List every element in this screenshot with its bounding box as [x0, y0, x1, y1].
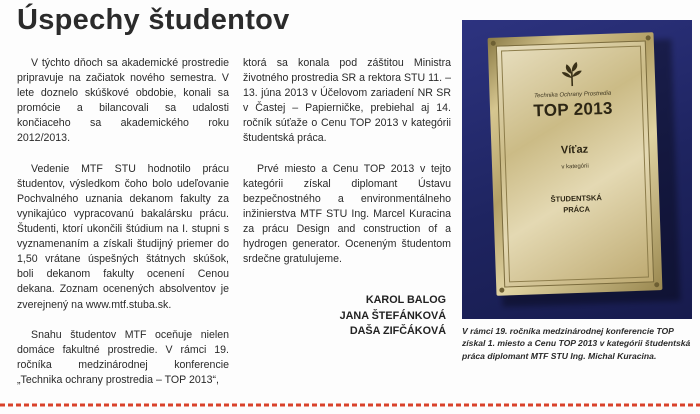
plaque-event: TOP 2013 — [533, 98, 614, 121]
plaque-organization: Technika Ochrany Prostredia — [533, 90, 612, 100]
plaque-category: ŠTUDENTSKÁ — [550, 193, 602, 204]
paragraph: V týchto dňoch sa akademické prostredie pripravuje na začiatok nového semestra. V lete doznelo skúškové obdobie, konali sa promócie a bilancovali sa udalosti končiaceho sa akademického roku 2012/2013. — [17, 57, 229, 145]
plaque-face — [496, 40, 654, 287]
plaque-category: PRÁCA — [563, 204, 591, 215]
paragraph: Prvé miesto a Cenu TOP 2013 v tejto kategórii získal diplomant Ústavu bezpečnostného a environmentálneho inžinierstva MTF STU Ing. Marcel Kuracina za prácu Design and construction of a hydrogen generator. Oceneným študentom srdečne gratulujeme. — [243, 162, 451, 266]
author-name: DAŠA ZIFČÁKOVÁ — [349, 325, 446, 337]
paragraph: ktorá sa konala pod záštitou Ministra životného prostredia SR a rektora STU 11. – 13. júna 2013 v Účelovom zariadení NR SR v Častej – Papierničke, prebiehal aj 14. ročník súťaže o Cenu TOP 2013 v kategórii študentská práca. — [243, 57, 451, 145]
plaque-category-label: v kategórii — [561, 163, 589, 171]
screw-icon — [654, 282, 659, 287]
screw-icon — [646, 35, 651, 40]
article-column-2 — [243, 56, 451, 282]
article-title: Úspechy študentov — [17, 4, 290, 36]
paragraph: Vedenie MTF STU hodnotilo prácu študentov, výsledkom čoho bolo udeľovanie Pochvalného uznania dekanom fakulty za vynikajúco vypracovanú bakalársku prácu. Študenti, ktorí ukončili štúdium na I. stupni s vyznamenaním a získali študijný priemer do 1,50 vrátane úspešných štátnych skúšok, boli dekanom fakulty ocenení Cenou dekana. Zoznam ocenených absolventov je zverejnený na www.mtf.stuba.sk. — [17, 162, 229, 311]
tree-logo-icon — [556, 58, 587, 89]
award-photo — [462, 20, 692, 319]
paragraph: Snahu študentov MTF oceňuje nielen domáce fakultné prostredie. V rámci 19. ročníka medzinárodnej konferencie „Technika ochrany prostredia – TOP 2013“, — [17, 328, 229, 386]
article-column-1 — [17, 56, 229, 403]
author-name: KAROL BALOG — [365, 294, 446, 306]
authors — [243, 293, 446, 340]
author-name: JANA ŠTEFÁNKOVÁ — [339, 309, 446, 322]
award-plaque — [488, 32, 663, 296]
caption-text: V rámci 19. ročníka medzinárodnej konferencie TOP získal 1. miesto a Cenu TOP 2013 v kategórii študentská práca diplomant MTF STU Ing. Michal Kuracina. — [462, 326, 691, 361]
photo-caption — [462, 325, 692, 362]
plaque-winner: Víťaz — [560, 143, 589, 157]
screw-icon — [499, 288, 504, 293]
decorative-dash-border — [0, 402, 700, 408]
